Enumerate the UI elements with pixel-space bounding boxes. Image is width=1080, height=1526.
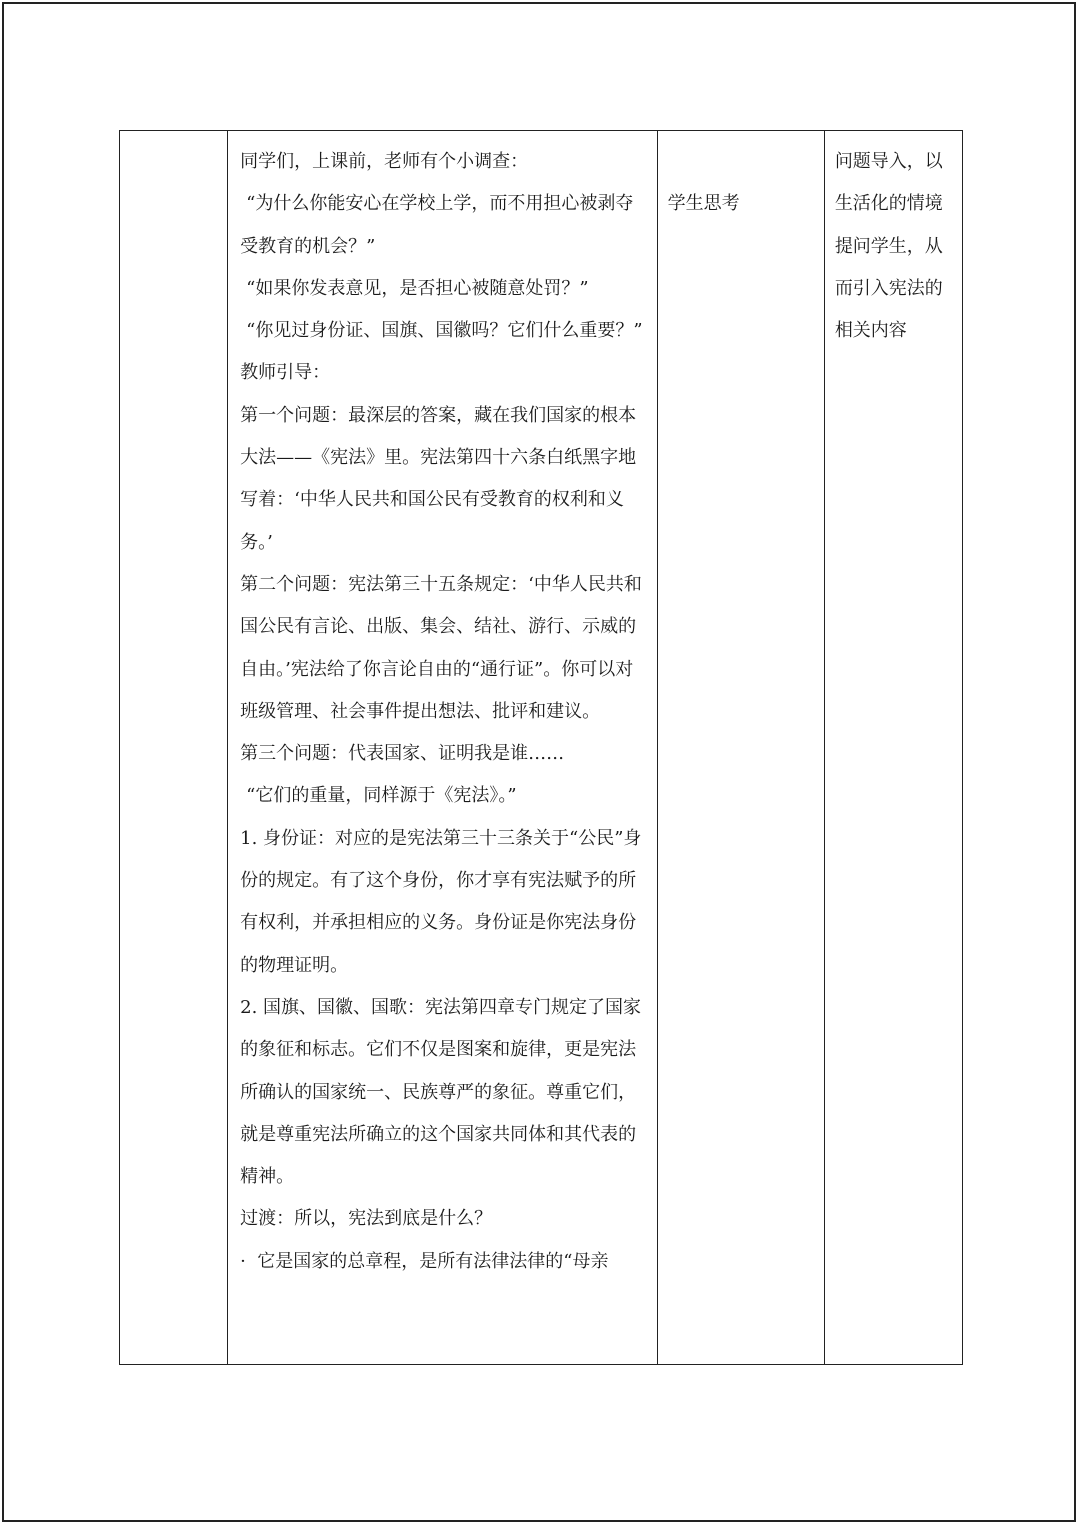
bullet-paragraph: · 它是国家的总章程，是所有法律法律的“母亲: [240, 1250, 609, 1272]
answer-3-paragraph: 第三个问题：代表国家、证明我是谁……: [240, 743, 565, 765]
teacher-activity-cell: [228, 131, 658, 1365]
stage-cell: [120, 131, 228, 1365]
answer-1-paragraph: 第一个问题：最深层的答案，藏在我们国家的根本大法——《宪法》里。宪法第四十六条白纸黑字地写着：‘中华人民共和国公民有受教育的权利和义务。’: [240, 404, 637, 553]
student-activity-text: 学生思考: [667, 193, 740, 214]
quote-paragraph: “它们的重量，同样源于《宪法》。”: [246, 785, 517, 807]
flag-emblem-paragraph: 2. 国旗、国徽、国歌：宪法第四章专门规定了国家的象征和标志。它们不仅是图案和旋律，更是宪法所确认的国家统一、民族尊严的象征。尊重它们，就是尊重宪法所确立的这个国家共同体和其代表的精神。: [240, 996, 642, 1188]
table-row: [120, 131, 963, 1365]
lesson-plan-table: [119, 130, 963, 1365]
question-3-paragraph: “你见过身份证、国旗、国徽吗？它们什么重要？”: [246, 320, 643, 342]
answer-2-paragraph: 第二个问题：宪法第三十五条规定：‘中华人民共和国公民有言论、出版、集会、结社、游行、示威的自由。’宪法给了你言论自由的“通行证”。你可以对班级管理、社会事件提出想法、批评和建议。: [240, 573, 642, 722]
question-2-paragraph: “如果你发表意见，是否担心被随意处罚？”: [246, 277, 589, 299]
question-1-paragraph: “为什么你能安心在学校上学，而不用担心被剥夺受教育的机会？”: [240, 193, 634, 257]
transition-paragraph: 过渡：所以，宪法到底是什么？: [240, 1208, 493, 1230]
intro-paragraph: 同学们，上课前，老师有个小调查：: [240, 151, 529, 172]
student-activity-cell: [657, 131, 824, 1365]
design-intent-cell: [824, 131, 962, 1365]
id-card-paragraph: 1. 身份证：对应的是宪法第三十三条关于“公民”身份的规定。有了这个身份，你才享有宪法赋予的所有权利，并承担相应的义务。身份证是你宪法身份的物理证明。: [240, 827, 642, 976]
design-intent-text: 问题导入，以生活化的情境提问学生，从而引入宪法的相关内容: [834, 151, 943, 342]
teacher-guide-heading: 教师引导：: [240, 362, 331, 384]
